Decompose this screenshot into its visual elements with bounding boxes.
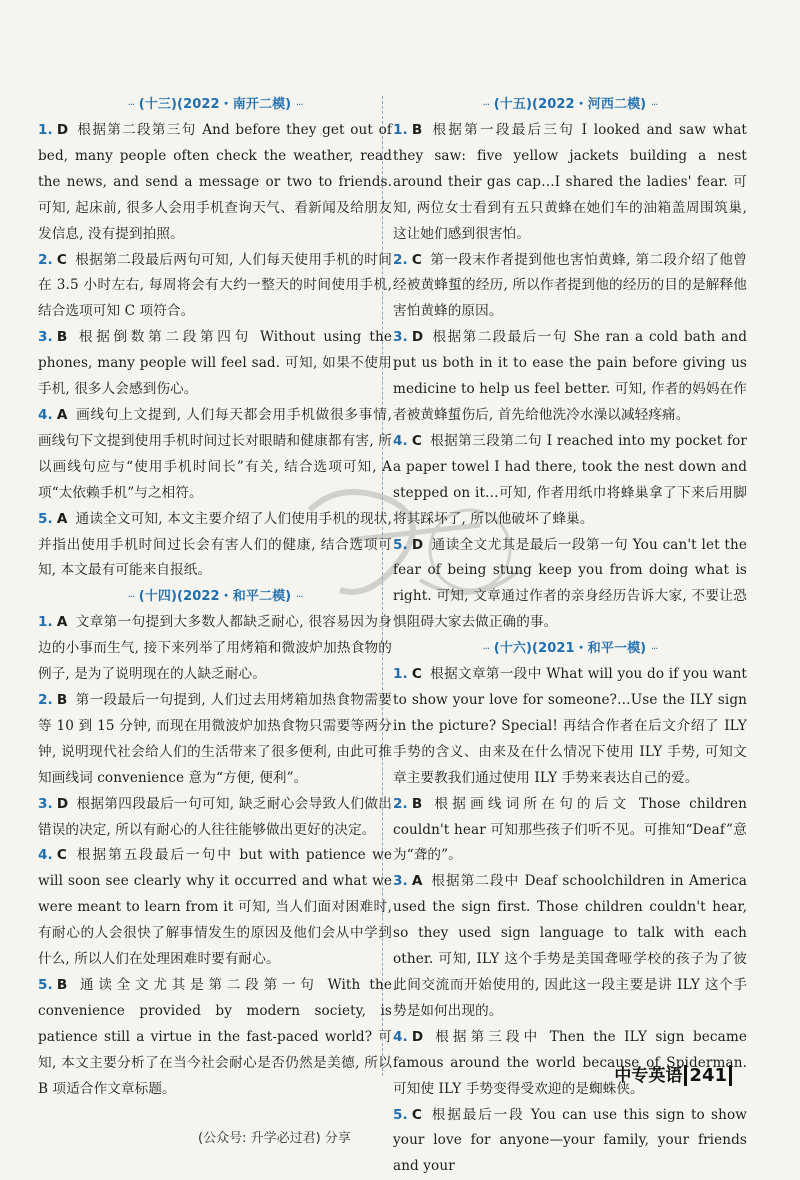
section-heading-13: ··· (十三)(2022・南开二模) ···	[127, 97, 303, 112]
heading-decoration-left: ···	[127, 100, 135, 111]
answer-item: 5. C 根据最后一段 You can use this sign to show your love for anyone—your family, your friends and your	[393, 1106, 747, 1175]
book-title: 中专英语	[614, 1066, 683, 1086]
answer-item: 4. C 根据第三段第二句 I reached into my pocket for a paper towel I had there, took the nest down and stepped on it…可知, 作者用纸巾将蜂巢拿了下来后用脚将其踩坏了, 所以他破坏了蜂巢。	[393, 432, 747, 527]
left-column	[38, 92, 392, 1103]
section-heading-15: ··· (十五)(2022・河西二模) ···	[482, 97, 658, 112]
right-column	[393, 92, 747, 1180]
section-heading-16: ··· (十六)(2021・和平一模) ···	[482, 641, 658, 657]
answer-item: 5. B 通读全文尤其是第二段第一句 With the convenience provided by modern society, is patience still a virtue in the fast-paced world? 可知, 本文主要分析了在当今社会耐心是否仍然是美德, 所以 B 项适合作文章标题。	[38, 977, 392, 1097]
answer-item: 5. A 通读全文可知, 本文主要介绍了人们使用手机的现状, 并指出使用手机时间过长会有害人们的健康, 结合选项可知, 本文最有可能来自报纸。	[38, 510, 392, 579]
answer-item: 4. D 根据第三段中 Then the ILY sign became famous around the world because of Spiderman. 可知使 ILY 手势变得受欢迎的是蜘蛛侠。	[393, 1028, 747, 1097]
book-title-footer	[614, 1061, 732, 1086]
answer-item: 3. D 根据第四段最后一句可知, 缺乏耐心会导致人们做出错误的决定, 所以有耐心的人往往能够做出更好的决定。	[38, 795, 392, 838]
answer-item: 4. A 画线句上文提到, 人们每天都会用手机做很多事情, 画线句下文提到使用手机时间过长对眼睛和健康都有害, 所以画线句应与“使用手机时间长”有关, 结合选项可知, A 项“太依赖手机”与之相符。	[38, 406, 392, 501]
answer-item: 2. B 根据画线词所在句的后文 Those children couldn't hear 可知那些孩子们听不见。可推知“Deaf”意为“聋的”。	[393, 795, 747, 864]
answer-item: 1. A 文章第一句提到大多数人都缺乏耐心, 很容易因为身边的小事而生气, 接下来列举了用烤箱和微波炉加热食物的例子, 是为了说明现在的人缺乏耐心。	[38, 614, 392, 683]
answer-item: 1. C 根据文章第一段中 What will you do if you want to show your love for someone?…Use the ILY sign in the picture? Special! 再结合作者在后文介绍了 ILY 手势的含义、由来及在什么情况下使用 ILY 手势, 可知文章主要教我们通过使用 ILY 手势来表达自己的爱。	[393, 666, 747, 786]
answer-item: 5. D 通读全文尤其是最后一段第一句 You can't let the fear of being stung keep you from doing what is right. 可知, 文章通过作者的亲身经历告诉大家, 不要让恐惧阻碍大家去做正确的事。	[393, 536, 747, 631]
answer-item: 2. B 第一段最后一句提到, 人们过去用烤箱加热食物需要等 10 到 15 分钟, 而现在用微波炉加热食物只需要等两分钟, 说明现代社会给人们的生活带来了很多便利, 由此可推知画线词 convenience 意为“方便, 便利”。	[38, 692, 392, 786]
page-number: 241	[684, 1065, 732, 1086]
answer-item: 1. B 根据第一段最后三句 I looked and saw what they saw: five yellow jackets building a nest around their gas cap…I shared the ladies' fear. 可知, 两位女士看到有五只黄蜂在她们车的油箱盖周围筑巢, 这让她们感到很害怕。	[393, 122, 747, 242]
answer-item: 2. C 第一段末作者提到他也害怕黄蜂, 第二段介绍了他曾经被黄蜂蜇的经历, 所以作者提到他的经历的目的是解释他害怕黄蜂的原因。	[393, 251, 747, 320]
section-heading-14: ··· (十四)(2022・和平二模) ···	[127, 589, 303, 605]
answer-item: 4. C 根据第五段最后一句中 but with patience we will soon see clearly why it occurred and what we were meant to learn from it 可知, 当人们面对困难时, 有耐心的人会很快了解事情发生的原因及他们会从中学到什么, 所以人们在处理困难时要有耐心。	[38, 847, 392, 968]
heading-decoration-right: ···	[295, 100, 303, 111]
answer-item: 3. D 根据第二段最后一句 She ran a cold bath and put us both in it to ease the pain before giving us medicine to help us feel better. 可知, 作者的妈妈在作者被黄蜂蜇伤后, 首先给他洗冷水澡以减轻疼痛。	[393, 329, 747, 423]
share-note: (公众号: 升学必过君) 分享	[198, 1131, 351, 1146]
answer-item: 3. A 根据第二段中 Deaf schoolchildren in America used the sign first. Those children couldn't hear, so they used sign language to talk with each other. 可知, ILY 这个手势是美国聋哑学校的孩子为了彼此间交流而开始使用的, 因此这一段主要是讲 ILY 这个手势是如何出现的。	[393, 873, 747, 1019]
answer-item: 1. D 根据第二段第三句 And before they get out of bed, many people often check the weather, read the news, and send a message or two to friends. 可知, 起床前, 很多人会用手机查询天气、看新闻及给朋友发信息, 没有提到拍照。	[38, 122, 392, 242]
answer-item: 3. B 根据倒数第二段第四句 Without using the phones, many people will feel sad. 可知, 如果不使用手机, 很多人会感到伤心。	[38, 329, 392, 398]
answer-item: 2. C 根据第二段最后两句可知, 人们每天使用手机的时间在 3.5 小时左右, 每周将会有大约一整天的时间使用手机, 结合选项可知 C 项符合。	[38, 251, 392, 320]
